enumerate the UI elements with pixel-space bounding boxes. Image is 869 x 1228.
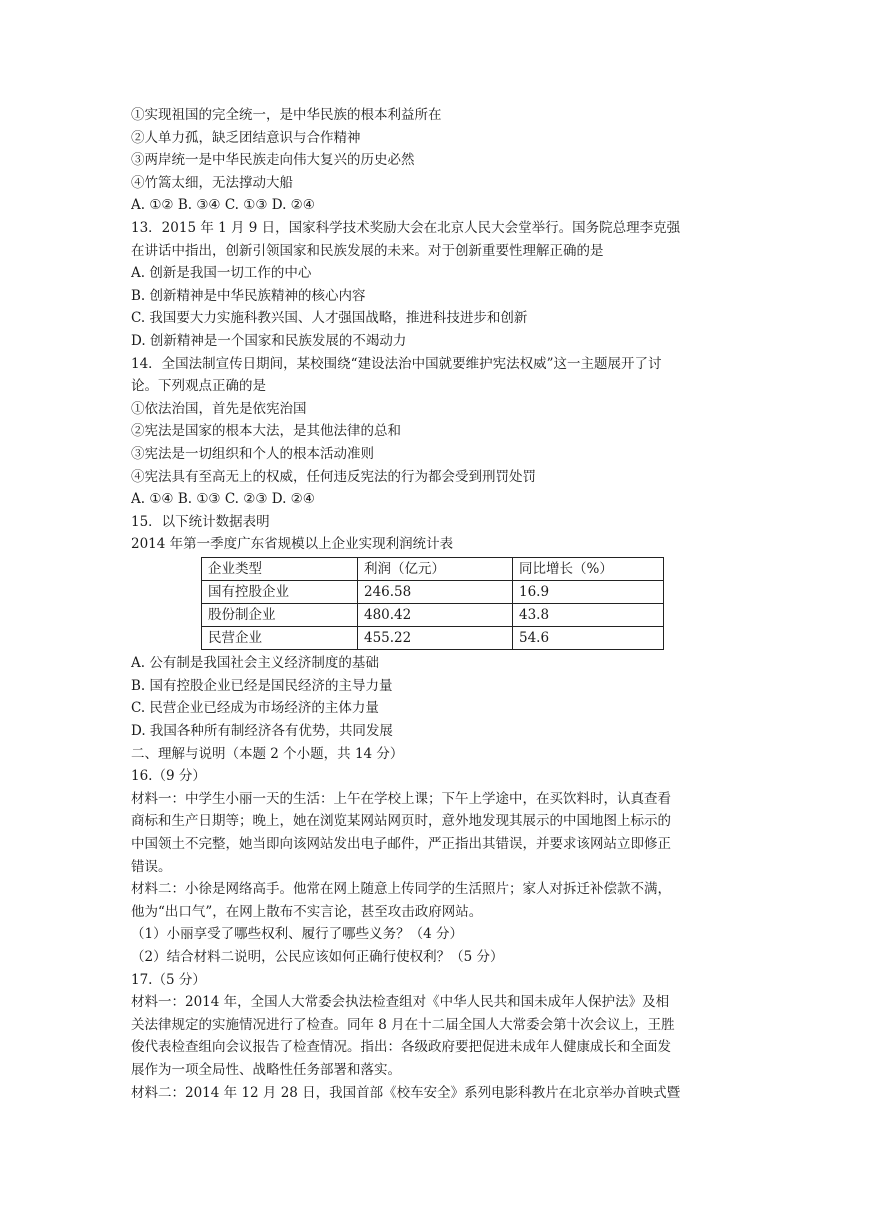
document-body xyxy=(131,104,741,1104)
table-cell: 股份制企业 xyxy=(202,604,358,627)
table-cell: 43.8 xyxy=(513,604,664,627)
question-14-answer-choices: A. ①④ B. ①③ C. ②③ D. ②④ xyxy=(131,491,315,508)
question-block-15-17 xyxy=(131,652,741,1104)
option-line: ③两岸统一是中华民族走向伟大复兴的历史必然 xyxy=(131,152,415,169)
question-14-statement: ①依法治国，首先是依宪治国 xyxy=(131,400,307,417)
table-header-cell: 同比增长（%） xyxy=(513,558,664,581)
table-row xyxy=(202,604,664,627)
material-paragraph: 材料二：小徐是网络高手。他常在网上随意上传同学的生活照片；家人对拆迁补偿款不满， xyxy=(131,881,671,898)
question-13-stem: 13．2015 年 1 月 9 日，国家科学技术奖励大会在北京人民大会堂举行。国务院总理李克强 xyxy=(131,219,681,236)
sub-question: （1）小丽享受了哪些权利、履行了哪些义务？（4 分） xyxy=(131,926,463,943)
material-paragraph: 错误。 xyxy=(131,858,172,875)
question-17-heading: 17.（5 分） xyxy=(131,971,206,988)
question-13-option-d: D. 创新精神是一个国家和民族发展的不竭动力 xyxy=(131,332,407,349)
material-paragraph: 商标和生产日期等；晚上，她在浏览某网站网页时，意外地发现其展示的中国地图上标示的 xyxy=(131,813,671,830)
option-line: ②人单力孤，缺乏团结意识与合作精神 xyxy=(131,129,361,146)
table-header-cell: 企业类型 xyxy=(202,558,358,581)
question-13-stem-cont: 在讲话中指出，创新引领国家和民族发展的未来。对于创新重要性理解正确的是 xyxy=(131,242,604,259)
question-13-option-b: B. 创新精神是中华民族精神的核心内容 xyxy=(131,287,366,304)
material-paragraph: 展作为一项全局性、战略性任务部署和落实。 xyxy=(131,1061,401,1078)
question-14-stem: 14．全国法制宣传日期间，某校围绕“建设法治中国就要维护宪法权威”这一主题展开了讨 xyxy=(131,355,662,372)
table-row xyxy=(202,627,664,650)
table-row xyxy=(202,581,664,604)
question-15-option-d: D. 我国各种所有制经济各有优势，共同发展 xyxy=(131,723,393,740)
table-header-cell: 利润（亿元） xyxy=(358,558,513,581)
sub-question: （2）结合材料二说明，公民应该如何正确行使权利？（5 分） xyxy=(131,949,504,965)
option-line: ①实现祖国的完全统一，是中华民族的根本利益所在 xyxy=(131,107,442,123)
material-paragraph: 中国领土不完整，她当即向该网站发出电子邮件，严正指出其错误，并要求该网站立即修正 xyxy=(131,836,671,853)
question-15-option-c: C. 民营企业已经成为市场经济的主体力量 xyxy=(131,700,379,717)
table-cell: 16.9 xyxy=(513,581,664,604)
table-cell: 455.22 xyxy=(358,627,513,650)
table-cell: 246.58 xyxy=(358,581,513,604)
table-cell: 480.42 xyxy=(358,604,513,627)
profit-statistics-table xyxy=(201,557,664,650)
material-paragraph: 俊代表检查组向会议报告了检查情况。指出：各级政府要把促进未成年人健康成长和全面发 xyxy=(131,1039,671,1056)
question-block-12-15 xyxy=(131,104,741,533)
material-paragraph: 他为“出口气”，在网上散布不实言论，甚至攻击政府网站。 xyxy=(131,903,483,920)
question-13-option-a: A. 创新是我国一切工作的中心 xyxy=(131,265,312,282)
answer-choices: A. ①② B. ③④ C. ①③ D. ②④ xyxy=(131,197,315,214)
question-14-statement: ②宪法是国家的根本大法，是其他法律的总和 xyxy=(131,423,401,440)
table-title: 2014 年第一季度广东省规模以上企业实现利润统计表 xyxy=(131,536,454,553)
material-paragraph: 材料一：2014 年，全国人大常委会执法检查组对《中华人民共和国未成年人保护法》及相 xyxy=(131,994,670,1011)
question-15-option-a: A. 公有制是我国社会主义经济制度的基础 xyxy=(131,655,379,672)
table-cell: 国有控股企业 xyxy=(202,581,358,604)
question-14-statement: ④宪法具有至高无上的权威，任何违反宪法的行为都会受到刑罚处罚 xyxy=(131,468,536,485)
material-paragraph: 关法律规定的实施情况进行了检查。同年 8 月在十二届全国人大常委会第十次会议上，王胜 xyxy=(131,1016,675,1033)
question-13-option-c: C. 我国要大力实施科教兴国、人才强国战略，推进科技进步和创新 xyxy=(131,310,528,327)
question-14-statement: ③宪法是一切组织和个人的根本活动准则 xyxy=(131,445,374,462)
table-cell: 民营企业 xyxy=(202,627,358,650)
material-paragraph: 材料二：2014 年 12 月 28 日，我国首部《校车安全》系列电影科教片在北京举办首映式暨 xyxy=(131,1084,681,1101)
option-line: ④竹篙太细，无法撑动大船 xyxy=(131,174,293,191)
material-paragraph: 材料一：中学生小丽一天的生活：上午在学校上课；下午上学途中，在买饮料时，认真查看 xyxy=(131,790,671,807)
question-15-option-b: B. 国有控股企业已经是国民经济的主导力量 xyxy=(131,677,393,694)
question-14-stem-cont: 论。下列观点正确的是 xyxy=(131,378,266,395)
section-heading: 二、理解与说明（本题 2 个小题，共 14 分） xyxy=(131,745,404,762)
table-header-row xyxy=(202,558,664,581)
question-15-stem: 15．以下统计数据表明 xyxy=(131,513,270,530)
table-cell: 54.6 xyxy=(513,627,664,650)
question-16-heading: 16.（9 分） xyxy=(131,768,206,785)
